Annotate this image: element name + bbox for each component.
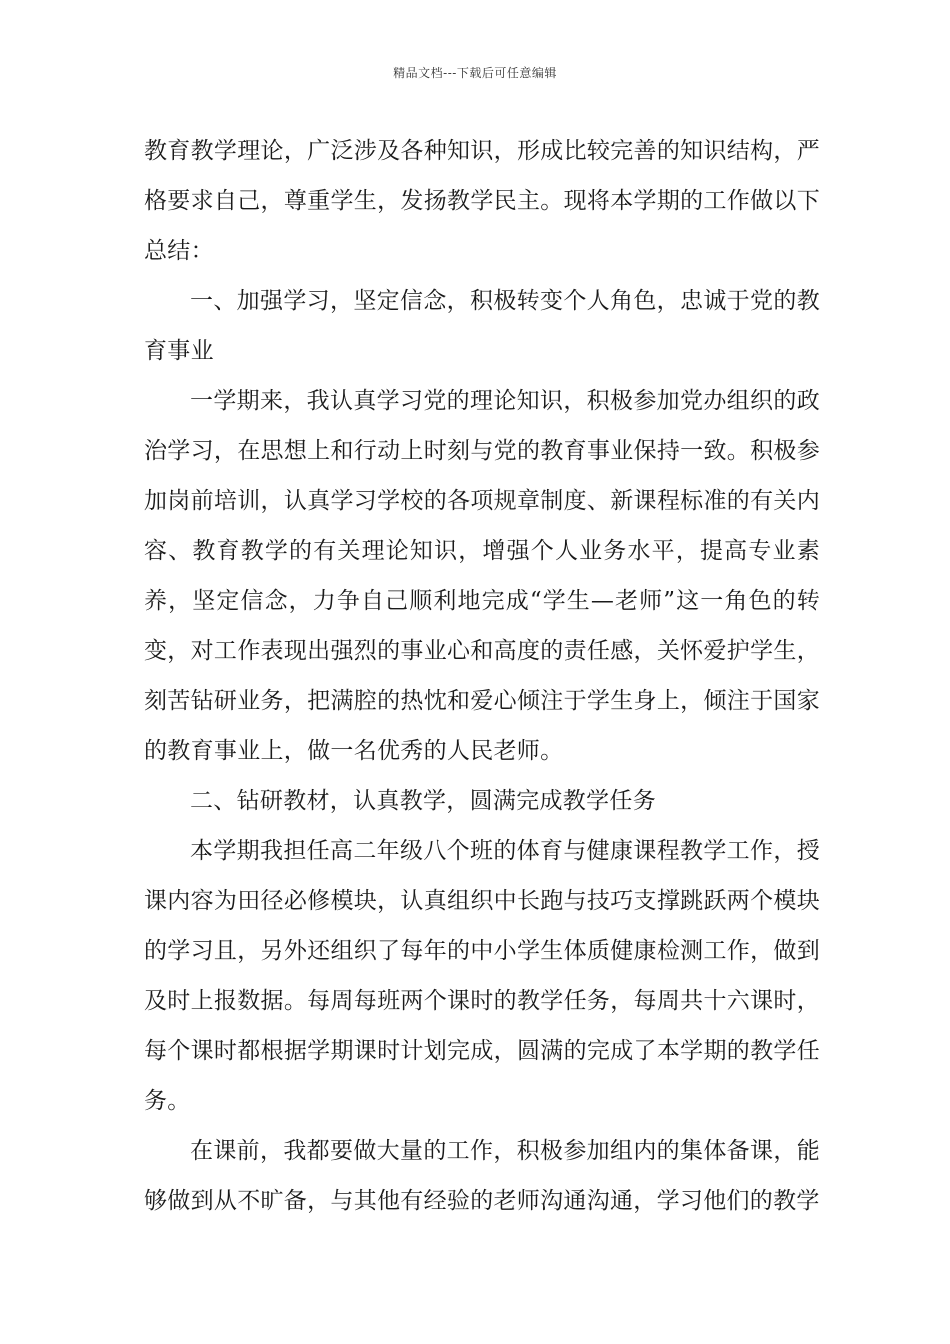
paragraph: 在课前，我都要做大量的工作，积极参加组内的集体备课，能够做到从不旷备，与其他有经验的老师沟通沟通，学习他们的教学 (144, 1138, 820, 1214)
page-header: 精品文档---下载后可任意编辑 (393, 66, 557, 80)
section-heading-2: 二、钻研教材，认真教学，圆满完成教学任务 (190, 788, 656, 814)
section-heading-1: 一、加强学习，坚定信念，积极转变个人角色，忠诚于党的教育事业 (144, 288, 820, 364)
paragraph-continuation: 教育教学理论，广泛涉及各种知识，形成比较完善的知识结构，严格要求自己，尊重学生，发扬教学民主。现将本学期的工作做以下总结： (144, 138, 820, 264)
paragraph: 本学期我担任高二年级八个班的体育与健康课程教学工作，授课内容为田径必修模块，认真组织中长跑与技巧支撑跳跃两个模块的学习且，另外还组织了每年的中小学生体质健康检测工作，做到及时上报数据。每周每班两个课时的教学任务，每周共十六课时，每个课时都根据学期课时计划完成，圆满的完成了本学期的教学任务。 (144, 838, 820, 1114)
document-body (144, 126, 820, 1226)
paragraph: 一学期来，我认真学习党的理论知识，积极参加党办组织的政治学习，在思想上和行动上时刻与党的教育事业保持一致。积极参加岗前培训，认真学习学校的各项规章制度、新课程标准的有关内容、教育教学的有关理论知识，增强个人业务水平，提高专业素养，坚定信念，力争自己顺利地完成“学生—老师”这一角色的转变，对工作表现出强烈的事业心和高度的责任感，关怀爱护学生，刻苦钻研业务，把满腔的热忱和爱心倾注于学生身上，倾注于国家的教育事业上，做一名优秀的人民老师。 (144, 388, 820, 764)
